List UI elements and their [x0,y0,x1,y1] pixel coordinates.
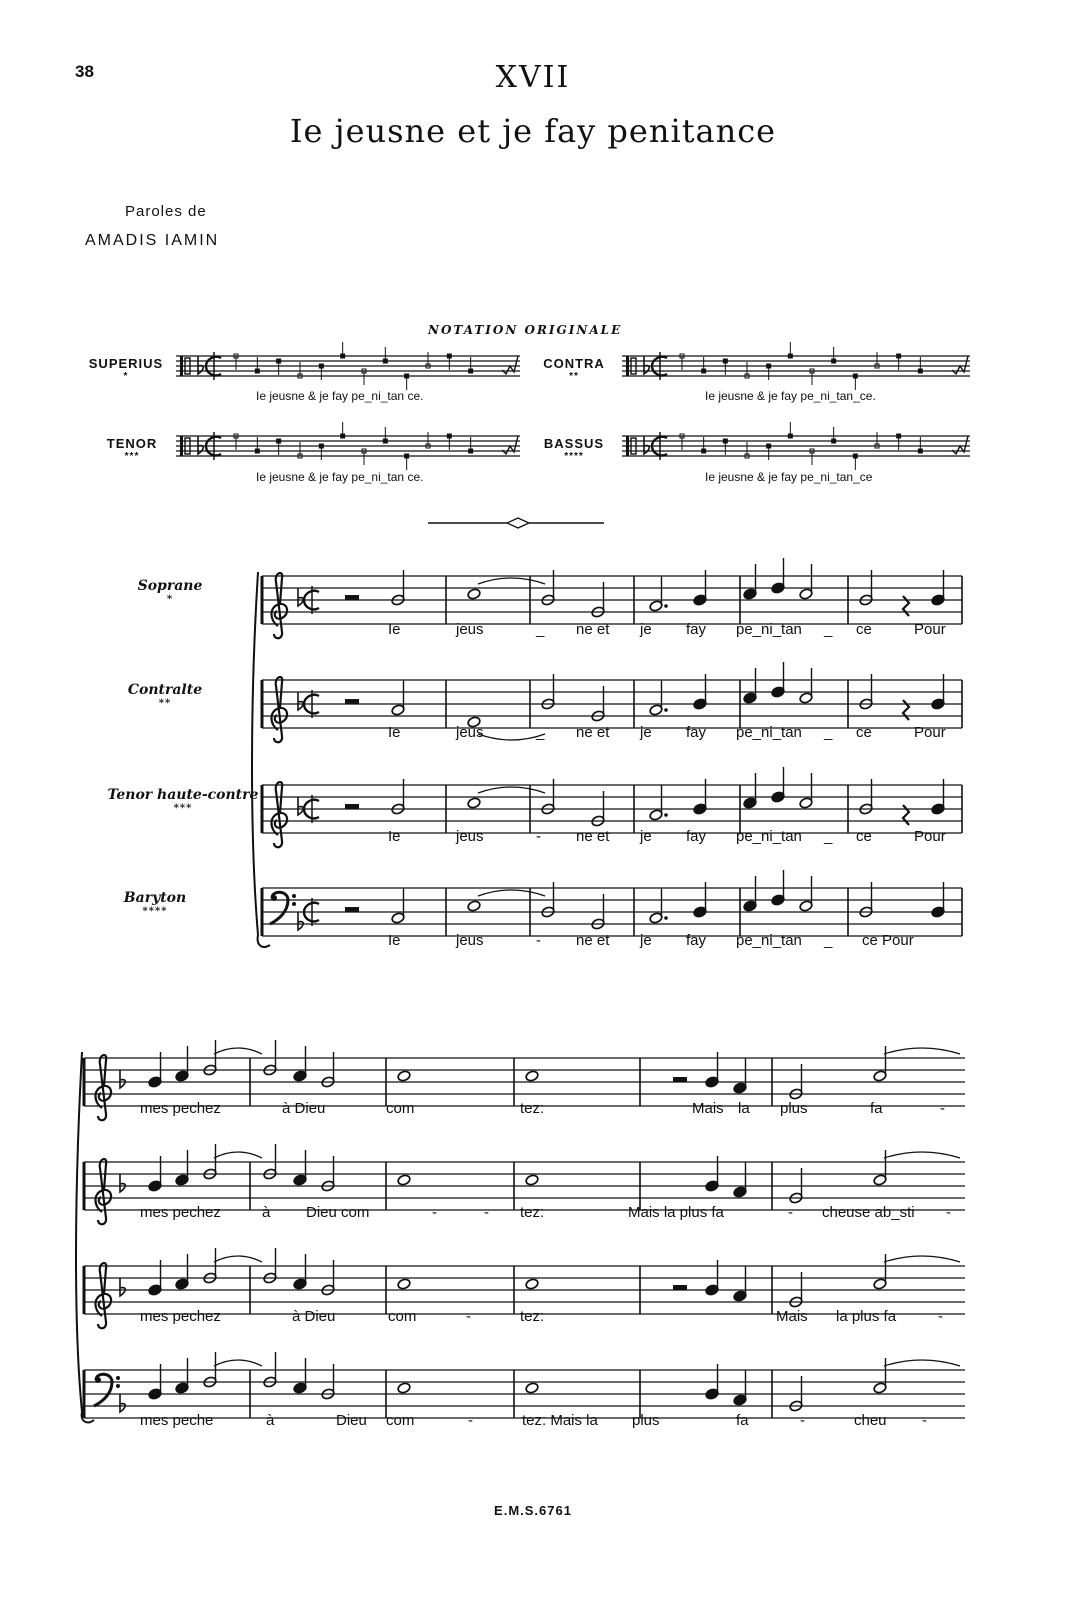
key-signature-flat [120,1070,125,1088]
lyric-syllable: mes peche [140,1412,214,1429]
note [525,1382,539,1394]
note [743,668,757,704]
lyric-syllable: ce [856,621,872,638]
lyric-syllable: fay [686,724,707,741]
tie [478,890,545,896]
lyric-syllable: - [940,1100,945,1117]
incipit-staff [622,356,970,376]
note [175,1150,189,1186]
note [391,888,405,924]
rest [345,595,359,600]
lyric-syllable: Pour [914,621,946,638]
note [799,876,813,912]
key-signature-flat [298,912,303,930]
tie [214,1048,262,1054]
lyric-syllable: Ie [388,724,401,741]
note [525,1174,539,1186]
original-notation-heading: NOTATION ORIGINALE [428,323,623,337]
piece-title: Ie jeusne et je fay penitance [289,112,777,150]
notehead [525,1174,539,1186]
notehead [397,1278,411,1290]
lyric-syllable: Mais [776,1308,808,1325]
rest [345,804,359,809]
note [293,1358,307,1394]
lyric-syllable: - [922,1412,927,1429]
lyric-syllable: - [536,932,541,949]
lyric-syllable: fa [870,1100,883,1117]
note [293,1046,307,1082]
incipit-voice-name: TENOR [106,436,158,451]
lyric-syllable: _ [824,932,833,949]
edition-code: E.M.S.6761 [494,1503,572,1518]
incipit-clef [626,436,629,456]
voice-stars: ** [158,698,172,709]
system-bracket [76,1052,94,1422]
tie [214,1256,262,1262]
note [397,1174,411,1186]
note [873,1358,887,1394]
note [293,1254,307,1290]
tie [478,578,545,584]
lyric-syllable: fa [736,1412,749,1429]
voice-name-text: Tenor haute-contre [107,787,259,803]
note [743,773,757,809]
dot [664,708,668,712]
treble-clef [271,782,287,847]
lyric-syllable: la plus fa [836,1308,897,1325]
lyric-syllable: jeus [456,932,484,949]
key-signature-flat [298,797,303,815]
dot [664,916,668,920]
incipit-lyrics-superius: Ie jeusne & je fay pe_ni_tan ce. [256,389,424,403]
notehead [467,588,481,600]
lyric-syllable: ne et [576,724,610,741]
incipit-stars: * [123,371,129,382]
treble-clef [95,1055,111,1120]
lyric-syllable: ne et [576,828,610,845]
lyric-syllable: plus [780,1100,808,1117]
lyric-syllable: - [484,1204,489,1221]
lyric-syllable: jeus [456,621,484,638]
dot [664,813,668,817]
incipit-voice-name: BASSUS [543,436,605,451]
dot [664,604,668,608]
voice-stars: * [166,594,174,605]
lyric-syllable: - [536,828,541,845]
lyric-syllable: je [640,828,652,845]
incipit-clef [180,436,183,456]
lyric-syllable: Ie [388,932,401,949]
voice-name-text: Baryton [123,890,187,906]
note [799,668,813,704]
notehead [525,1382,539,1394]
lyric-syllable: à Dieu [282,1100,326,1117]
lyric-syllable: pe_ni_tan [736,621,802,638]
note [525,1278,539,1290]
notehead [467,900,481,912]
lyric-syllable: Pour [914,828,946,845]
tie [884,1256,960,1262]
lyric-syllable: - [432,1204,437,1221]
page-number: 38 [75,62,94,81]
lyric-syllable: - [468,1412,473,1429]
lyric-syllable: fay [686,621,707,638]
rest [903,805,909,825]
tie [478,734,545,740]
lyric-syllable: mes pechez [140,1100,221,1117]
note [293,1150,307,1186]
key-signature-flat [120,1394,125,1412]
lyric-syllable: fay [686,932,707,949]
lyric-syllable: com [388,1308,417,1325]
tie [884,1360,960,1366]
note [649,576,663,612]
incipit-lyrics-contra: Ie jeusne & je fay pe_ni_tan_ce. [705,389,876,403]
treble-clef [271,677,287,742]
staff-system1 [262,576,962,624]
treble-clef [271,573,287,638]
rest [903,700,909,720]
key-signature-flat [120,1174,125,1192]
staff-system1 [262,785,962,833]
lyric-syllable: mes pechez [140,1308,221,1325]
rest [345,907,359,912]
lyric-syllable: tez: Mais la [522,1412,598,1429]
lyric-syllable: je [640,621,652,638]
key-signature-flat [120,1278,125,1296]
lyric-syllable: Mais la plus fa [628,1204,724,1221]
lyric-syllable: tez: [520,1100,545,1117]
incipit-stars: *** [124,451,140,462]
note [175,1358,189,1394]
rest [673,1077,687,1082]
lyric-syllable: mes pechez [140,1204,221,1221]
key-signature-flat [298,692,303,710]
section-divider [428,518,604,528]
lyric-syllable: tez: [520,1204,545,1221]
note [733,1266,747,1302]
lyric-syllable: _ [824,828,833,845]
note [397,1382,411,1394]
lyricist-name: AMADIS IAMIN [85,232,220,249]
note [525,1070,539,1082]
lyric-syllable: Pour [914,724,946,741]
lyric-syllable: com [386,1100,415,1117]
lyric-syllable: jeus [456,828,484,845]
incipit-lyrics-tenor: Ie jeusne & je fay pe_ni_tan ce. [256,470,424,484]
system-2 [76,1040,965,1422]
lyric-syllable: - [938,1308,943,1325]
lyric-syllable: tez: [520,1308,545,1325]
note [649,785,663,821]
notehead [397,1174,411,1186]
lyric-syllable: ne et [576,932,610,949]
lyric-syllable: pe_ni_tan [736,828,802,845]
lyric-syllable: la [738,1100,750,1117]
lyric-syllable: Mais [692,1100,724,1117]
tie [214,1152,262,1158]
incipit-voice-name: SUPERIUS [88,356,164,371]
lyric-syllable: - [800,1412,805,1429]
note [649,888,663,924]
lyric-syllable: plus [632,1412,660,1429]
note [467,900,481,912]
lyric-syllable: ce [856,724,872,741]
lyric-syllable: cheuse ab_sti [822,1204,915,1221]
lyric-syllable: ce Pour [862,932,914,949]
note [733,1162,747,1198]
note [391,680,405,716]
notehead [525,1070,539,1082]
incipit-staves [176,342,970,470]
incipit-stars: ** [569,371,579,382]
tie [884,1152,960,1158]
incipit-clef [626,356,629,376]
note [467,797,481,809]
notehead [525,1278,539,1290]
lyric-syllable: Ie [388,621,401,638]
key-signature-flat [298,588,303,606]
voice-name-text: Soprane [137,578,203,594]
notehead [397,1382,411,1394]
lyric-syllable: cheu [854,1412,887,1429]
lyric-syllable: Ie [388,828,401,845]
note [873,1046,887,1082]
lyric-syllable: _ [536,621,545,638]
lyric-syllable: je [640,932,652,949]
voice-stars: **** [142,906,168,917]
note [649,680,663,716]
note [743,564,757,600]
note [397,1278,411,1290]
rest [673,1285,687,1290]
voice-stars: *** [173,803,193,814]
note [873,1150,887,1186]
incipit-clef [180,356,183,376]
treble-clef [95,1159,111,1224]
piece-number: XVII [495,60,571,95]
note [733,1370,747,1406]
lyric-syllable: à [262,1204,271,1221]
tie [214,1360,262,1366]
note [397,1070,411,1082]
lyric-syllable: Dieu com [306,1204,370,1221]
tie [884,1048,960,1054]
note [873,1254,887,1290]
staff-system1 [262,680,962,728]
bass-clef [270,892,296,924]
incipit-lyrics-bassus: Ie jeusne & je fay pe_ni_tan_ce [705,470,873,484]
lyric-syllable: Dieu [336,1412,367,1429]
lyric-syllable: à Dieu [292,1308,336,1325]
lyric-syllable: com [386,1412,415,1429]
lyric-syllable: je [640,724,652,741]
staff-system1 [262,888,962,936]
note [467,588,481,600]
voice-name-text: Contralte [127,682,203,698]
bass-clef [94,1374,120,1406]
lyric-syllable: ce [856,828,872,845]
incipit-stars: **** [564,451,584,462]
tie [478,787,545,793]
lyric-syllable: pe_ni_tan [736,932,802,949]
note [799,773,813,809]
lyric-syllable: _ [536,724,545,741]
system-1 [252,558,962,947]
lyric-syllable: pe_ni_tan [736,724,802,741]
note [175,1046,189,1082]
notehead [397,1070,411,1082]
treble-clef [95,1263,111,1328]
note [733,1058,747,1094]
lyric-syllable: - [946,1204,951,1221]
lyric-syllable: _ [824,724,833,741]
lyric-syllable: à [266,1412,275,1429]
lyric-syllable: - [788,1204,793,1221]
incipit-voice-name: CONTRA [543,356,605,371]
lyric-syllable: _ [824,621,833,638]
lyric-syllable: jeus [456,724,484,741]
lyric-syllable: fay [686,828,707,845]
rest [903,596,909,616]
lyric-syllable: - [466,1308,471,1325]
lyricist-credit-label: Paroles de [125,203,207,220]
rest [345,699,359,704]
incipit-staff [622,436,970,456]
note [799,564,813,600]
note [743,876,757,912]
lyric-syllable: ne et [576,621,610,638]
note [175,1254,189,1290]
notehead [467,797,481,809]
